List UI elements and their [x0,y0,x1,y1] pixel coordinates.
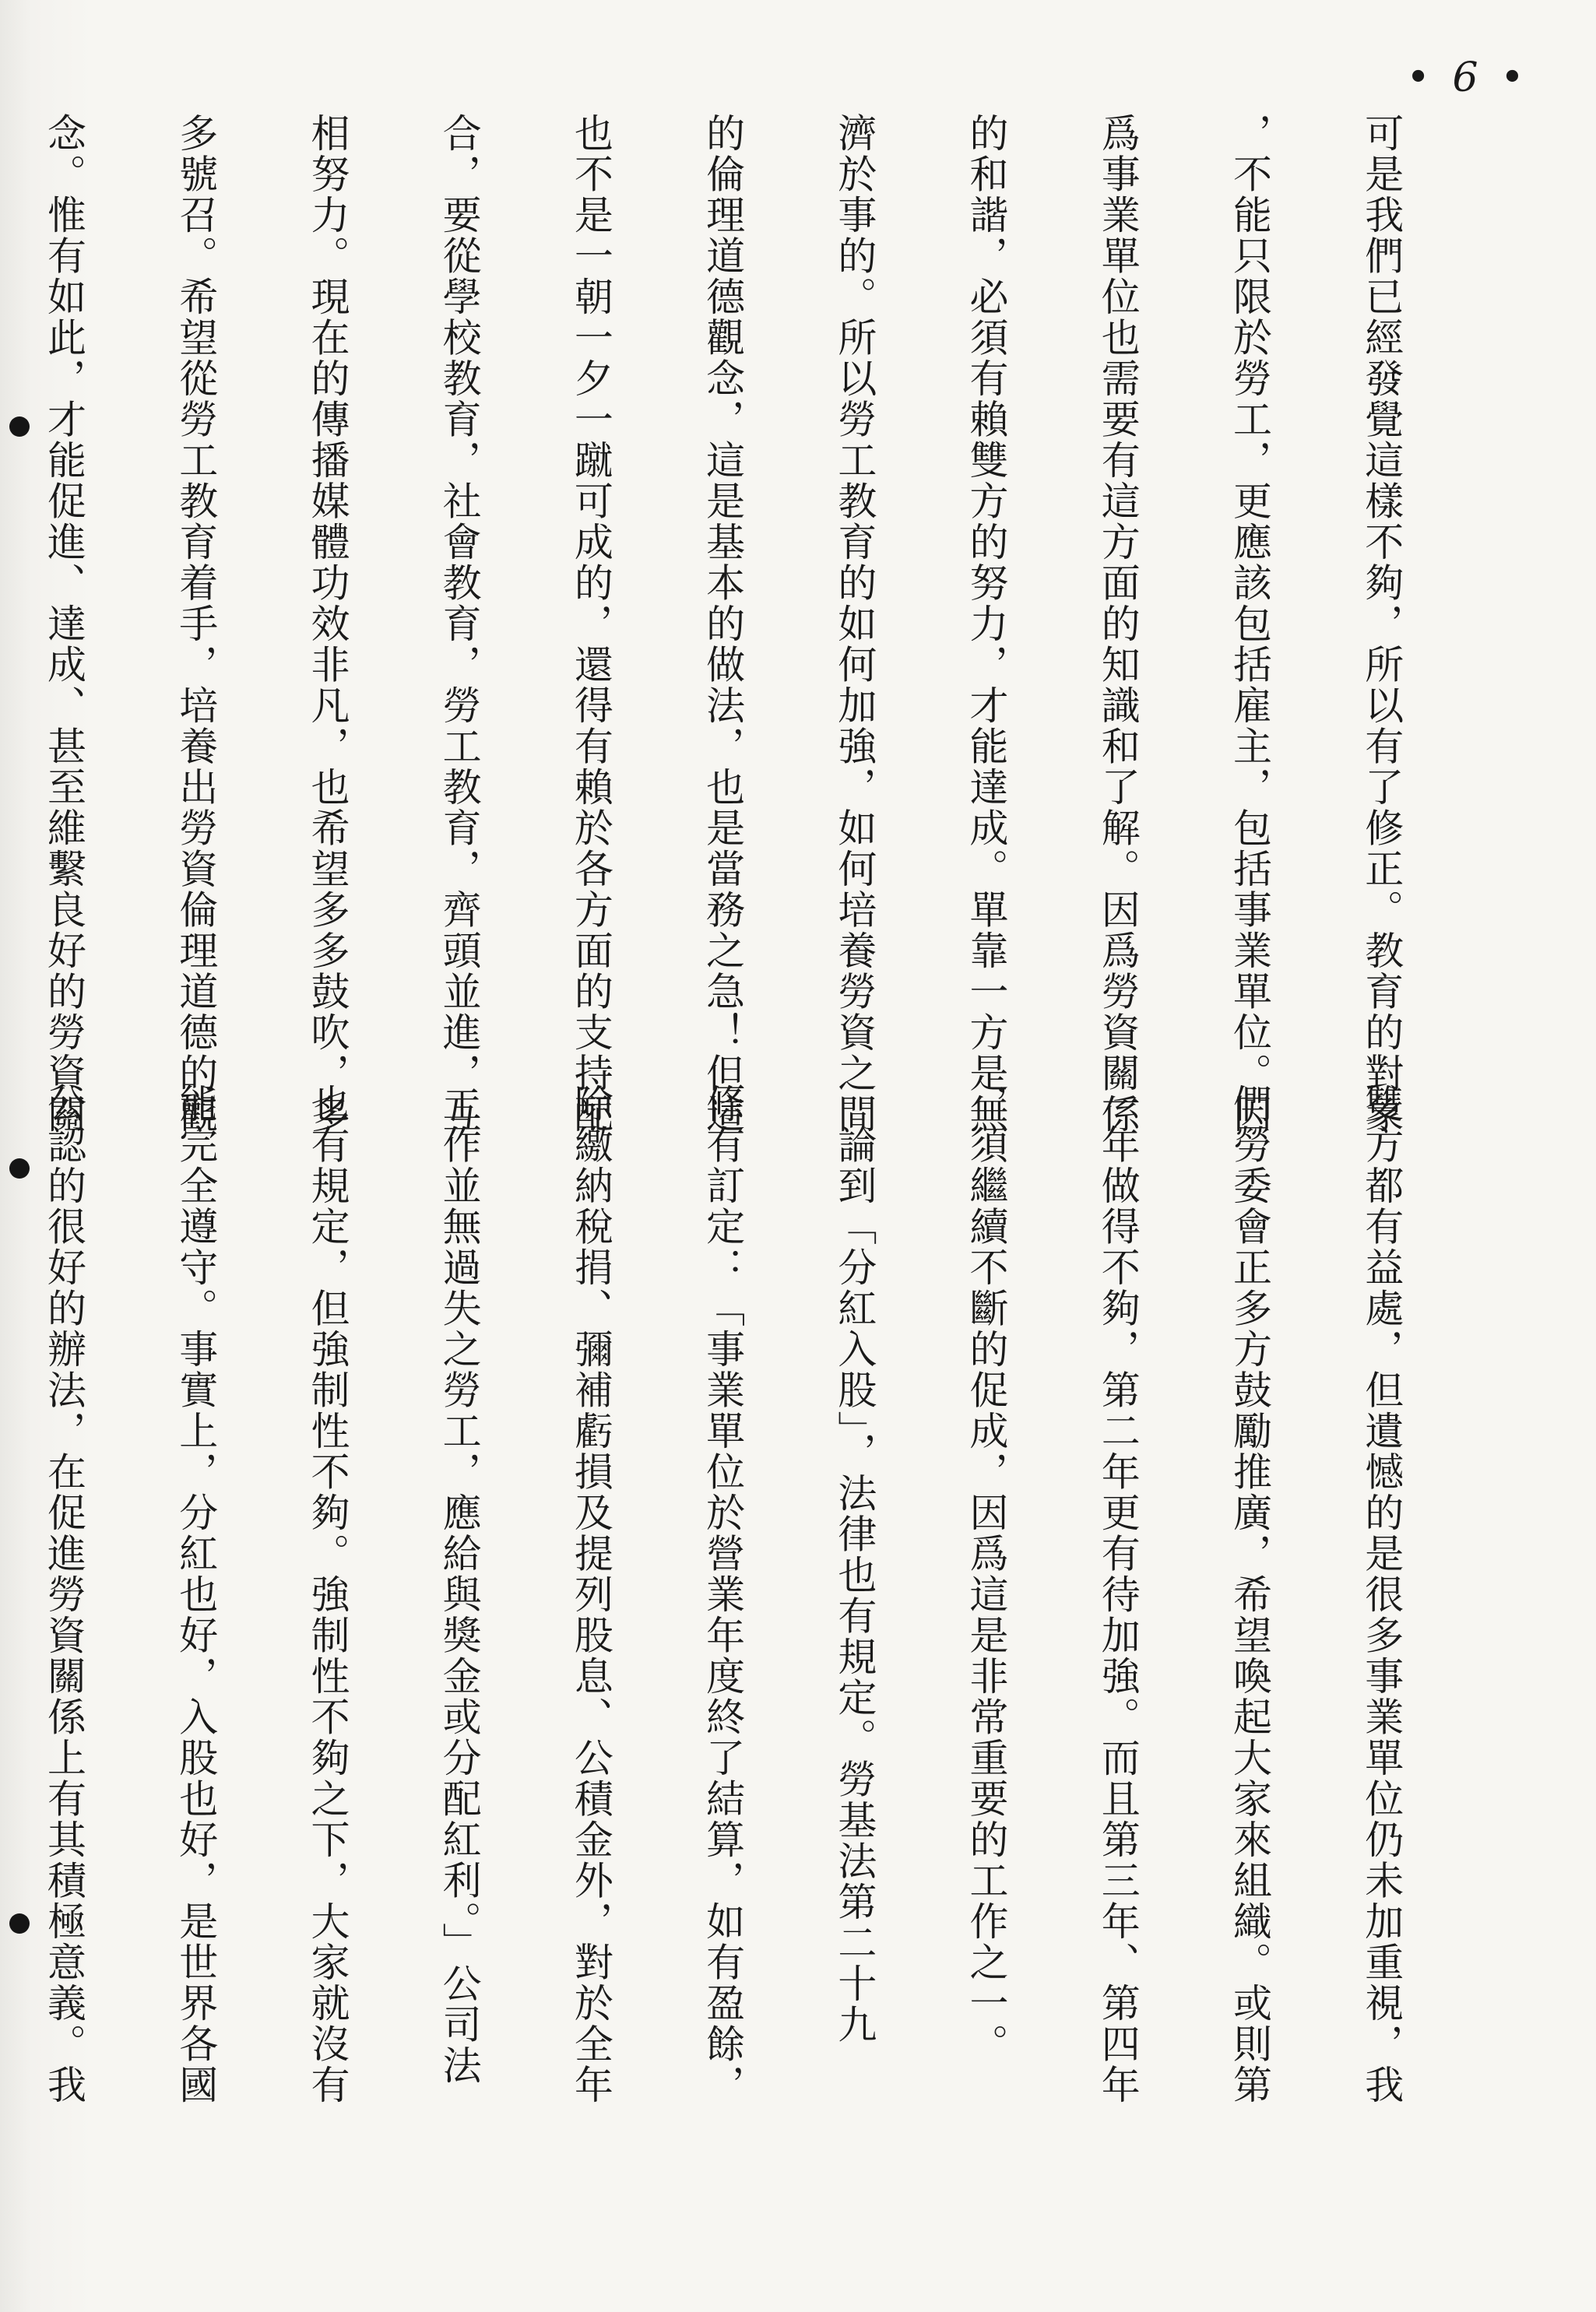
text-column: 條有訂定：「事業單位於營業年度終了結算，如有盈餘， [700,1084,746,2106]
text-column: 一年做得不夠，第二年更有待加強。而且第三年、第四年 [1095,1084,1141,2106]
text-column: 相努力。現在的傳播媒體功效非凡，也希望多多鼓吹，多 [304,113,350,1135]
text-column: 除繳納稅捐、彌補虧損及提列股息、公積金外，對於全年 [568,1084,613,2106]
text-column: 公認的很好的辦法，在促進勞資關係上有其積極意義。我 [41,1084,86,2106]
text-column: 的和諧，必須有賴雙方的努力，才能達成。單靠一方是無 [963,113,1009,1135]
text-column: 也不是一朝一夕一蹴可成的，還得有賴於各方面的支持配 [568,113,613,1135]
text-column: 工作並無過失之勞工，應給與獎金或分配紅利。」公司法 [436,1084,482,2086]
text-column: 論到「分紅入股」，法律也有規定。勞基法第二十九 [831,1084,877,2045]
text-column: 雙方都有益處，但遺憾的是很多事業單位仍未加重視，我 [1359,1084,1404,2106]
text-column: 多號召。希望從勞工教育着手，培養出勞資倫理道德的觀 [173,113,219,1135]
text-column: ，不能只限於勞工，更應該包括雇主，包括事業單位。因 [1226,113,1272,1135]
page-number: • 6 • [1406,54,1529,101]
text-column: 濟於事的。所以勞工教育的如何加強，如何培養勞資之間 [831,113,877,1135]
text-column: 念。惟有如此，才能促進、達成、甚至維繫良好的勞資關 [41,113,86,1135]
text-column: 能完全遵守。事實上，分紅也好，入股也好，是世界各國 [173,1084,219,2106]
text-column: 可是我們已經發覺這樣不夠，所以有了修正。教育的對象 [1359,113,1404,1135]
lower-text-block [41,1084,1491,2111]
text-column: 爲事業單位也需要有這方面的知識和了解。因爲勞資關係 [1095,113,1141,1135]
text-column: 合，要從學校教育，社會教育，勞工教育，齊頭並進，互 [436,113,482,1135]
text-column: 也有規定，但強制性不夠。強制性不夠之下，大家就沒有 [304,1084,350,2106]
text-column: 們勞委會正多方鼓勵推廣，希望喚起大家來組織。或則第 [1226,1084,1272,2106]
upper-text-block [41,113,1491,1135]
text-column: 的倫理道德觀念，這是基本的做法，也是當務之急！但這 [700,113,746,1135]
text-column: ，須繼續不斷的促成，因爲這是非常重要的工作之一。 [963,1084,1009,2064]
